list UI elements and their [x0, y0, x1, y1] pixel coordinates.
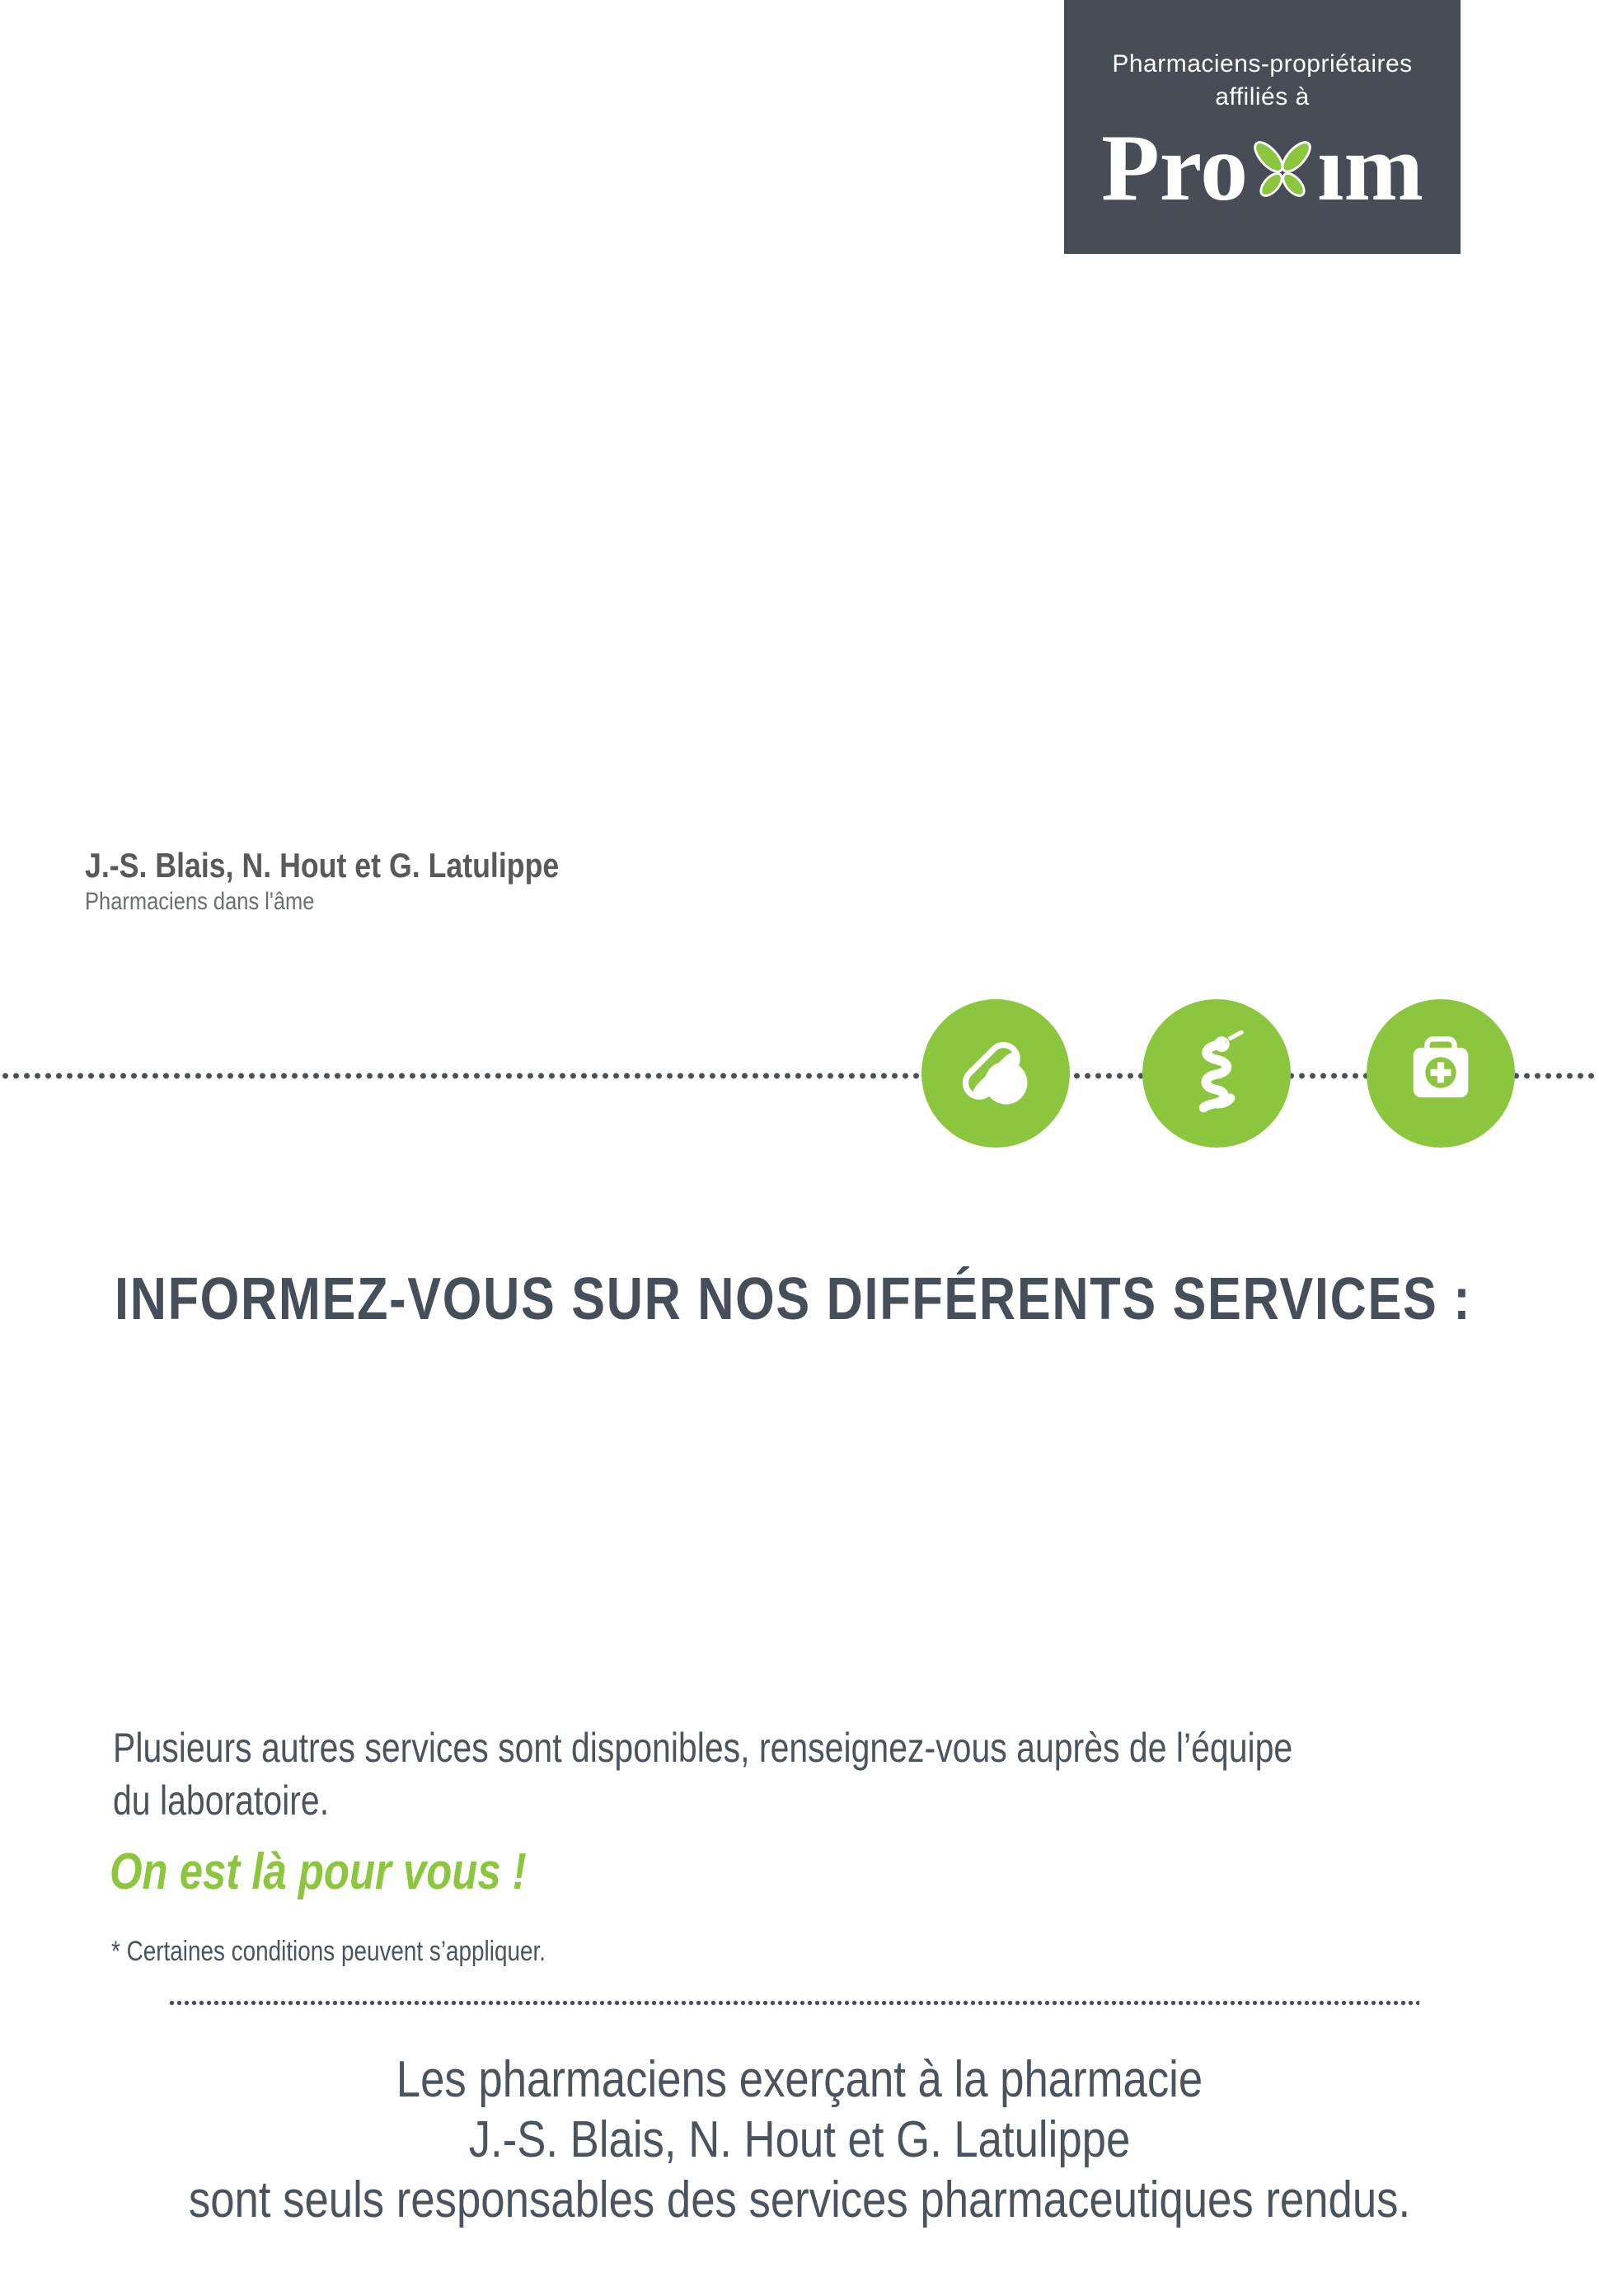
conditions-footnote: * Certaines conditions peuvent s’appliquer.	[111, 1936, 546, 1967]
dotted-separator-top	[0, 1073, 1599, 1079]
paragraph-line-1: Plusieurs autres services sont disponibles, renseignez-vous auprès de l’équipe	[113, 1725, 1293, 1771]
footer-line-3: sont seuls responsables des services pharmaceutiques rendus.	[188, 2172, 1411, 2228]
owners-block	[85, 846, 643, 917]
proxim-x-leaves-icon	[1243, 127, 1322, 216]
first-aid-service-badge	[1367, 999, 1515, 1148]
pill-icon	[953, 1031, 1039, 1116]
paragraph-line-2: du laboratoire.	[113, 1777, 330, 1824]
brand-panel	[1064, 0, 1461, 254]
asclepius-snake-icon	[1174, 1031, 1259, 1116]
proxim-logo-text-im: ım	[1317, 115, 1424, 221]
brand-affiliation-line1: Pharmaciens-propriétaires	[1112, 50, 1413, 77]
owners-tagline: Pharmaciens dans l'âme	[85, 888, 315, 915]
pill-service-badge	[921, 999, 1070, 1148]
proxim-logo-text-pro: Pro	[1100, 115, 1249, 221]
footer-line-1: Les pharmaciens exerçant à la pharmacie	[396, 2051, 1203, 2108]
owners-names: J.-S. Blais, N. Hout et G. Latulippe	[85, 846, 560, 885]
dotted-separator-bottom	[168, 2000, 1419, 2006]
asclepius-service-badge	[1142, 999, 1291, 1148]
footer-line-2: J.-S. Blais, N. Hout et G. Latulippe	[468, 2111, 1131, 2168]
responsibility-note	[120, 2049, 1479, 2230]
brand-affiliation-line2: affiliés à	[1215, 83, 1310, 110]
proxim-logo	[1064, 115, 1461, 221]
services-heading: INFORMEZ-VOUS SUR NOS DIFFÉRENTS SERVICES :	[115, 1266, 1472, 1332]
first-aid-kit-icon	[1398, 1031, 1484, 1116]
services-paragraph	[113, 1721, 1292, 1827]
slogan-text: On est là pour vous !	[110, 1843, 527, 1900]
